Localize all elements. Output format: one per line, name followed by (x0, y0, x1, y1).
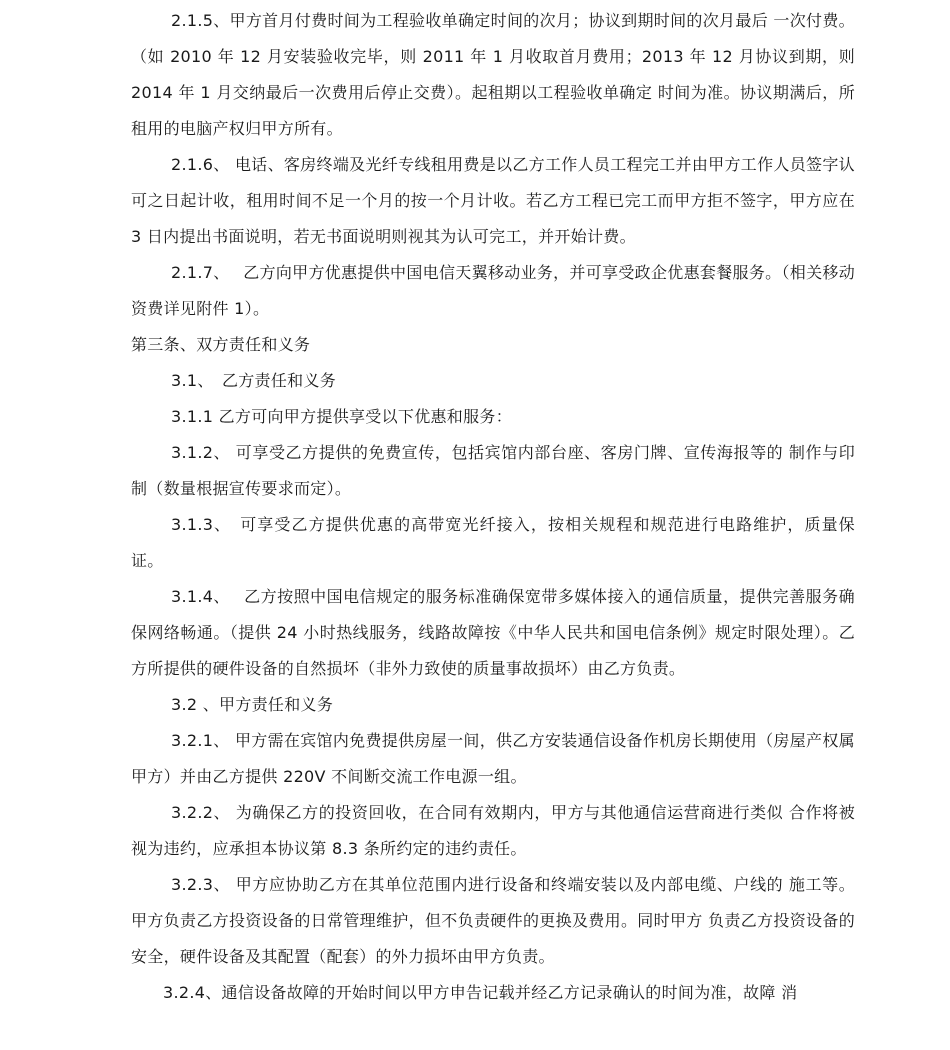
clause-3-2-2: 3.2.2、 为确保乙方的投资回收，在合同有效期内，甲方与其他通信运营商进行类似 合作将被视为违约，应承担本协议第 8.3 条所约定的违约责任。 (131, 803, 855, 858)
clause-2-1-5: 2.1.5、甲方首月付费时间为工程验收单确定时间的次月；协议到期时间的次月最后 一次付费。（如 2010 年 12 月安装验收完毕，则 2011 年 1 月收取首月费用；2013 年 12 月协议到期，则 2014 年 1 月交纳最后一次费用后停止交费）。起租期以工程验收单确定 时间为准。协议期满后，所租用的电脑产权归甲方所有。 (131, 11, 855, 138)
clause-3-2-1: 3.2.1、 甲方需在宾馆内免费提供房屋一间，供乙方安装通信设备作机房长期使用（房屋产权属甲方）并由乙方提供 220V 不间断交流工作电源一组。 (131, 731, 855, 786)
clause-3-1-4: 3.1.4、 乙方按照中国电信规定的服务标准确保宽带多媒体接入的通信质量，提供完善服务确保网络畅通。（提供 24 小时热线服务，线路故障按《中华人民共和国电信条例》规定时限处理）。乙方所提供的硬件设备的自然损坏（非外力致使的质量事故损坏）由乙方负责。 (131, 587, 855, 678)
clause-3-1-2: 3.1.2、 可享受乙方提供的免费宣传，包括宾馆内部台座、客房门牌、宣传海报等的 制作与印制（数量根据宣传要求而定）。 (131, 443, 855, 498)
clause-3-2-4: 3.2.4、通信设备故障的开始时间以甲方申告记载并经乙方记录确认的时间为准，故障 消 (163, 983, 798, 1002)
clause-3-2-heading: 3.2 、甲方责任和义务 (171, 695, 334, 714)
clause-3-1-1: 3.1.1 乙方可向甲方提供享受以下优惠和服务： (171, 407, 512, 426)
clause-2-1-6: 2.1.6、 电话、客房终端及光纤专线租用费是以乙方工作人员工程完工并由甲方工作人员签字认可之日起计收，租用时间不足一个月的按一个月计收。若乙方工程已完工而甲方拒不签字，甲方应在 3 日内提出书面说明，若无书面说明则视其为认可完工，并开始计费。 (131, 155, 855, 246)
article-3-heading: 第三条、双方责任和义务 (131, 335, 311, 354)
clause-3-1-3: 3.1.3、 可享受乙方提供优惠的高带宽光纤接入，按相关规程和规范进行电路维护，质量保证。 (131, 515, 855, 570)
clause-3-1-heading: 3.1、 乙方责任和义务 (171, 371, 337, 390)
clause-2-1-7: 2.1.7、 乙方向甲方优惠提供中国电信天翼移动业务，并可享受政企优惠套餐服务。（相关移动资费详见附件 1）。 (131, 263, 855, 318)
document-body (131, 3, 855, 1011)
clause-3-2-3: 3.2.3、 甲方应协助乙方在其单位范围内进行设备和终端安装以及内部电缆、户线的 施工等。甲方负责乙方投资设备的日常管理维护，但不负责硬件的更换及费用。同时甲方 负责乙方投资设备的安全，硬件设备及其配置（配套）的外力损坏由甲方负责。 (131, 875, 855, 966)
